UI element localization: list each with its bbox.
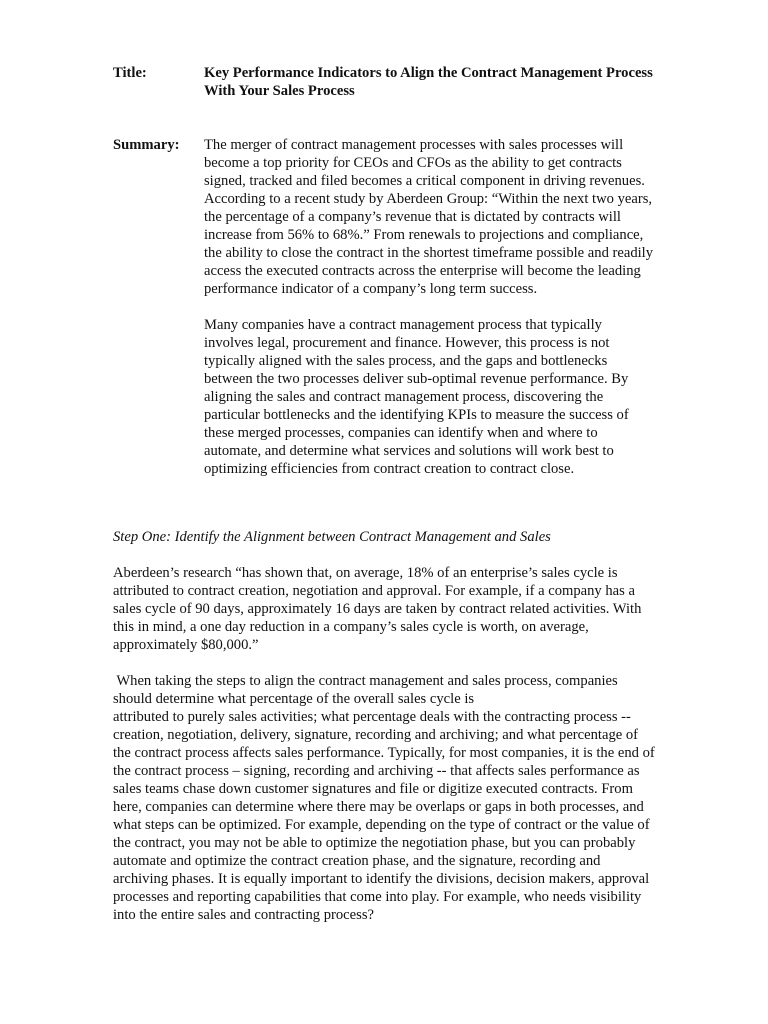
step-one-body [113, 564, 658, 924]
step-one-heading: Step One: Identify the Alignment between Contract Management and Sales [113, 529, 551, 545]
paragraph-2-line-2: should determine what percentage of the overall sales cycle is [113, 691, 475, 707]
summary-paragraph-2: Many companies have a contract management process that typically involves legal, procurement and finance. However, this process is not typically aligned with the sales process, and the gaps and bottlenecks between the two processes deliver sub-optimal revenue performance. By aligning the sales and contract management process, discovering the particular bottlenecks and the identifying KPIs to measure the success of these merged processes, companies can identify when and where to automate, and determine what services and solutions will work best to optimizing efficiencies from contract creation to contract close. [204, 317, 629, 477]
title-label: Title: [113, 65, 147, 81]
step-one-paragraph-1: Aberdeen’s research “has shown that, on average, 18% of an enterprise’s sales cycle is attributed to contract creation, negotiation and approval. For example, if a company has a sales cycle of 90 days, approximately 16 days are taken by contract related activities. With this in mind, a one day reduction in a company’s sales cycle is worth, on average, approximately $80,000.” [113, 565, 642, 653]
step-one-paragraph-2 [113, 672, 658, 924]
document-title: Key Performance Indicators to Align the Contract Management Process With Your Sales Process [204, 65, 653, 99]
summary-label: Summary: [113, 137, 180, 153]
paragraph-2-line-1: When taking the steps to align the contract management and sales process, companies [113, 673, 618, 689]
summary-section [204, 136, 654, 478]
summary-paragraph-1: The merger of contract management processes with sales processes will become a top priority for CEOs and CFOs as the ability to get contracts signed, tracked and filed becomes a critical component in driving revenues. According to a recent study by Aberdeen Group: “Within the next two years, the percentage of a company’s revenue that is dictated by contracts will increase from 56% to 68%.” From renewals to projections and compliance, the ability to close the contract in the shortest timeframe possible and readily access the executed contracts across the enterprise will become the leading performance indicator of a company’s long term success. [204, 137, 654, 297]
paragraph-2-rest: attributed to purely sales activities; what percentage deals with the contracting process -- creation, negotiation, delivery, signature, recording and archiving; and what percentage of the contract process affects sales performance. Typically, for most companies, it is the end of the contract process – signing, recording and archiving -- that affects sales performance as sales teams chase down customer signatures and file or digitize executed contracts. From here, companies can determine where there may be overlaps or gaps in both processes, and what steps can be optimized. For example, depending on the type of contract or the value of the contract, you may not be able to optimize the negotiation phase, but you can probably automate and optimize the contract creation phase, and the signature, recording and archiving phases. It is equally important to identify the divisions, decision makers, approval processes and reporting capabilities that come into play. For example, who needs visibility into the entire sales and contracting process? [113, 709, 655, 923]
